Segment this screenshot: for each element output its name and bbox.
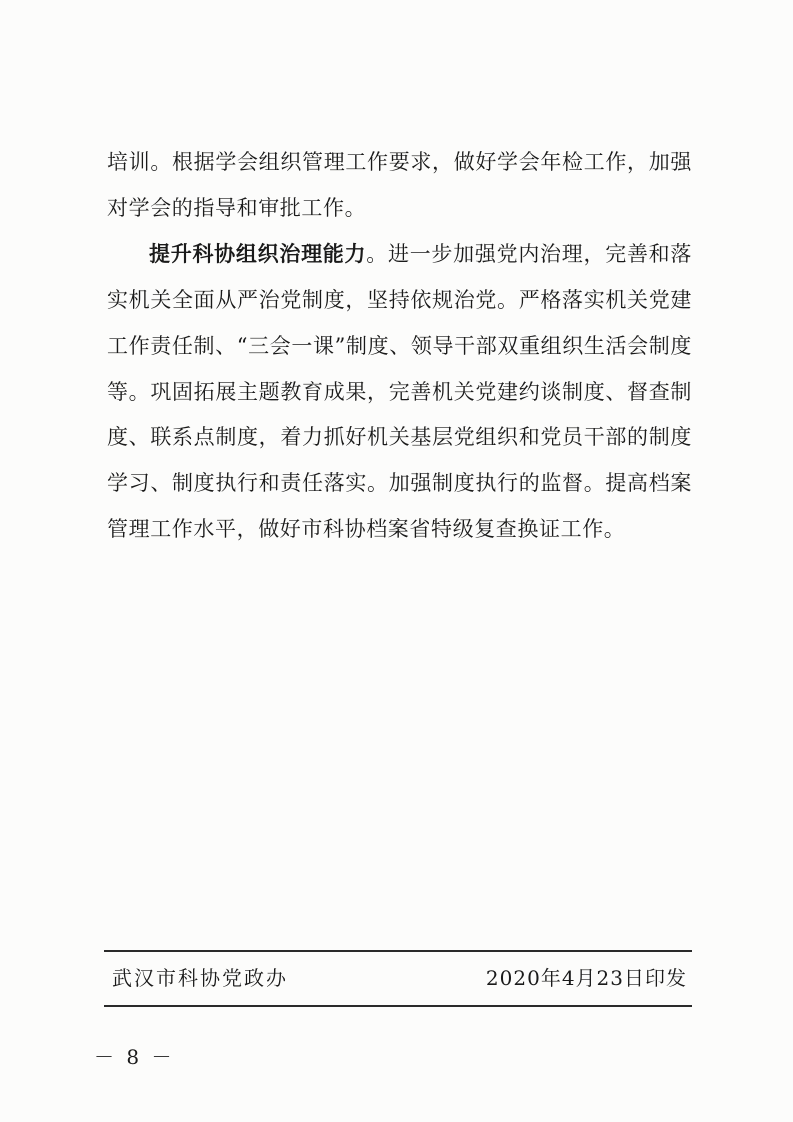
- paragraph-text: 。进一步加强党内治理，完善和落实机关全面从严治党制度，坚持依规治党。严格落实机关党建工作责任制、“三会一课”制度、领导干部双重组织生活会制度等。巩固拓展主题教育成果，完善机关党建约谈制度、督查制度、联系点制度，着力抓好机关基层党组织和党员干部的制度学习、制度执行和责任落实。加强制度执行的监督。提高档案管理工作水平，做好市科协档案省特级复查换证工作。: [107, 242, 692, 541]
- footer-top-rule: [104, 950, 692, 952]
- document-body: [107, 140, 692, 552]
- paragraph-governance: [107, 231, 692, 552]
- issuing-office: 武汉市科协党政办: [112, 966, 288, 990]
- page-number: － 8 －: [94, 1045, 175, 1069]
- footer-bottom-rule: [104, 1005, 692, 1007]
- issue-date: 2020年4月23日印发: [485, 966, 687, 990]
- paragraph-training: 培训。根据学会组织管理工作要求，做好学会年检工作，加强对学会的指导和审批工作。: [107, 150, 692, 220]
- paragraph-heading: 提升科协组织治理能力: [149, 241, 367, 267]
